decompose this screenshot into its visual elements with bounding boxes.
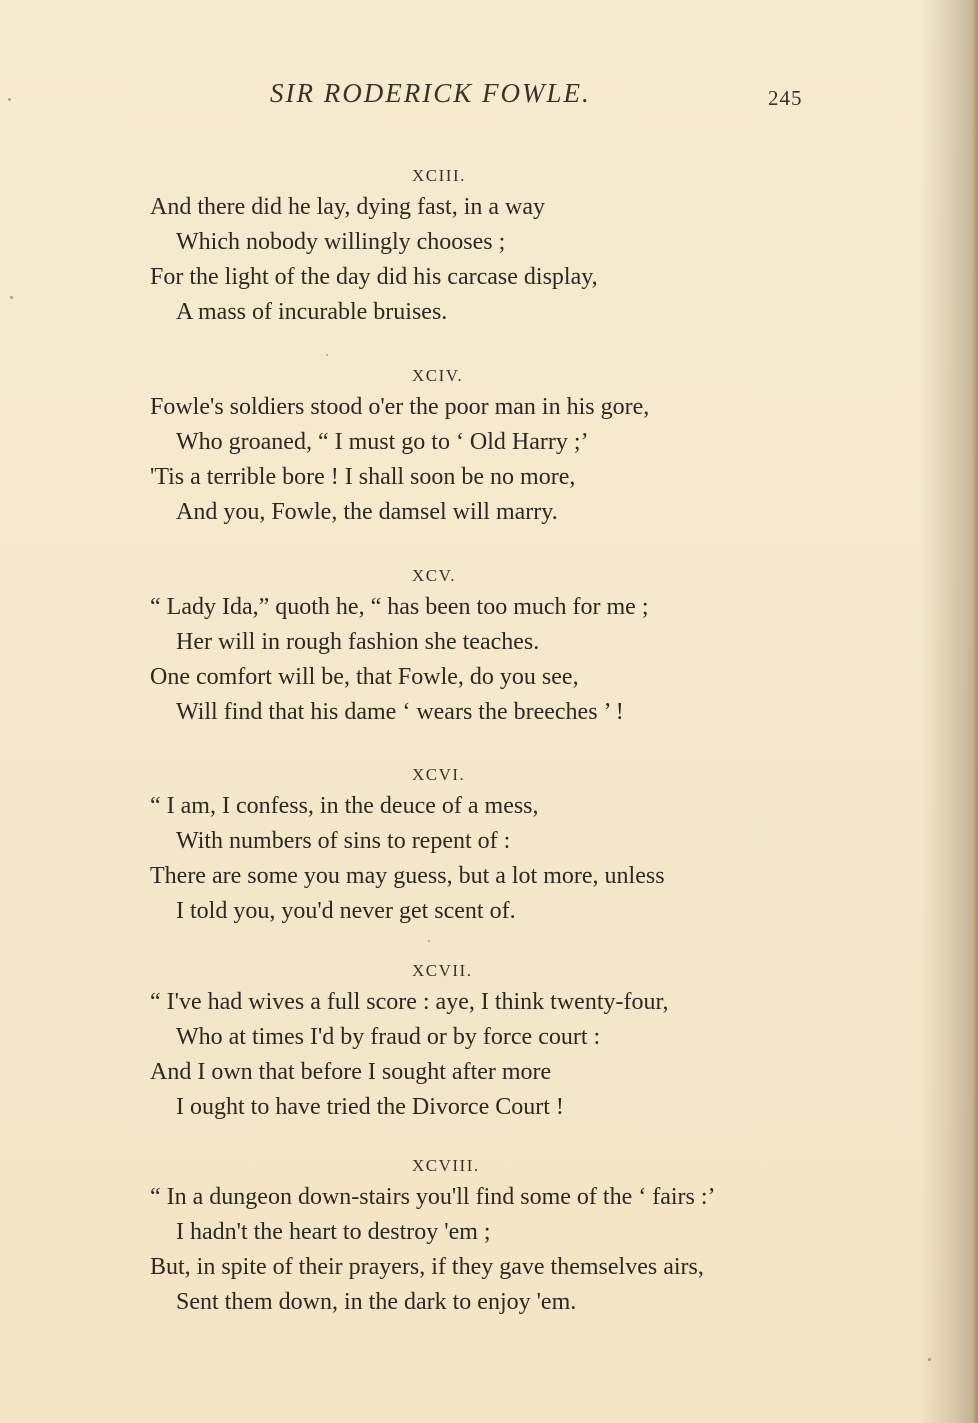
verse-line: I ought to have tried the Divorce Court ! [176,1094,564,1120]
verse-line: There are some you may guess, but a lot more, unless [150,863,665,889]
page-edge-shadow [972,0,978,1423]
verse-line: A mass of incurable bruises. [176,299,448,325]
verse-line: And I own that before I sought after more [150,1059,552,1085]
verse-line: Her will in rough fashion she teaches. [176,629,540,655]
verse-line: For the light of the day did his carcase display, [150,264,598,290]
verse-line: One comfort will be, that Fowle, do you see, [150,664,579,690]
verse-line: But, in spite of their prayers, if they gave themselves airs, [150,1254,704,1280]
verse-line: “ I've had wives a full score : aye, I think twenty-four, [150,989,669,1015]
running-title: SIR RODERICK FOWLE. [270,78,591,108]
stanza-number: XCVIII. [412,1156,480,1175]
paper-speck [10,296,13,299]
verse-line: Will find that his dame ‘ wears the breeches ’ ! [176,699,624,725]
verse-line: Who at times I'd by fraud or by force court : [176,1024,601,1050]
verse-line: And there did he lay, dying fast, in a way [150,194,546,220]
verse-line: And you, Fowle, the damsel will marry. [176,499,558,525]
verse-line: Which nobody willingly chooses ; [176,229,506,255]
stanza-number: XCVI. [412,765,466,784]
verse-line: Who groaned, “ I must go to ‘ Old Harry ;’ [176,429,589,455]
stanza-number: XCIV. [412,366,464,385]
stanza-number: XCVII. [412,961,473,980]
verse-line: I hadn't the heart to destroy 'em ; [176,1219,491,1245]
stanza-number: XCIII. [412,166,466,185]
verse-line: I told you, you'd never get scent of. [176,898,516,924]
page-number: 245 [768,86,803,110]
verse-line: “ Lady Ida,” quoth he, “ has been too much for me ; [150,594,649,620]
paper-speck [928,1358,931,1361]
verse-line: 'Tis a terrible bore ! I shall soon be no more, [150,464,576,490]
paper-speck [326,354,328,356]
verse-line: “ I am, I confess, in the deuce of a mess, [150,793,539,819]
verse-line: Fowle's soldiers stood o'er the poor man in his gore, [150,394,650,420]
verse-line: With numbers of sins to repent of : [176,828,511,854]
running-head [0,78,978,118]
verse-line: “ In a dungeon down-stairs you'll find some of the ‘ fairs :’ [150,1184,716,1210]
paper-speck [428,940,430,942]
stanza-number: XCV. [412,566,456,585]
verse-line: Sent them down, in the dark to enjoy 'em. [176,1289,577,1315]
